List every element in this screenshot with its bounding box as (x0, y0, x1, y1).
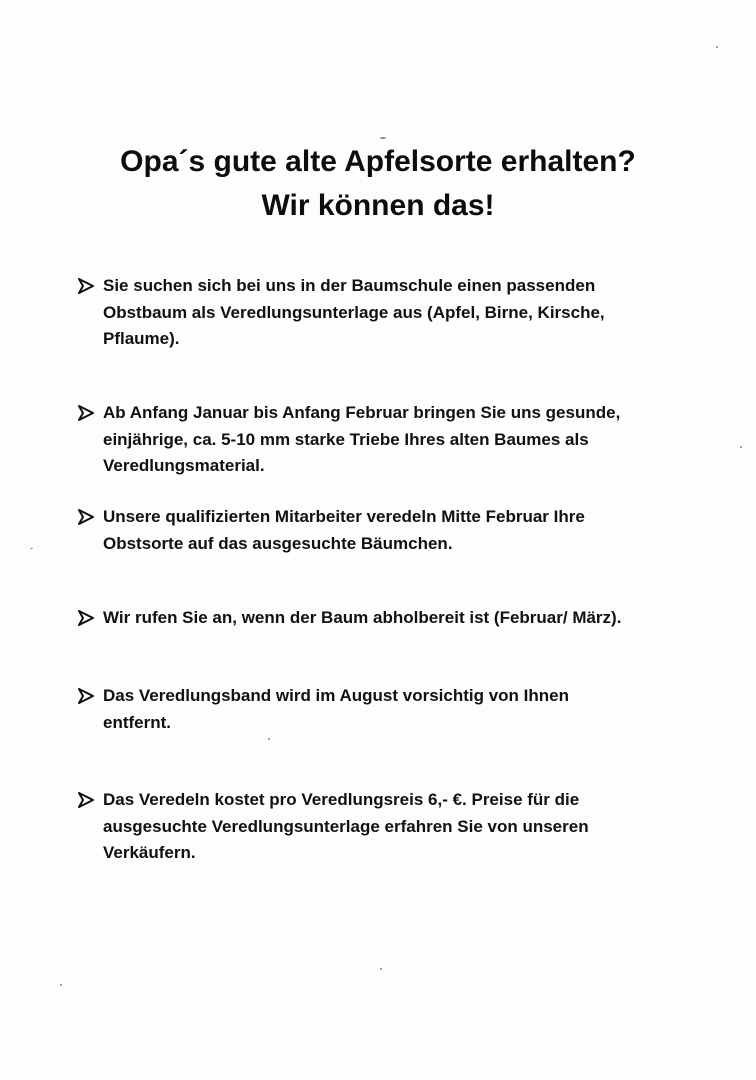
list-item (78, 504, 718, 557)
arrowhead-bullet-icon (78, 504, 103, 530)
title-line-2: Wir können das! (261, 189, 495, 222)
scan-speck (380, 968, 382, 970)
list-item (78, 273, 718, 353)
list-item-text: Ab Anfang Januar bis Anfang Februar bringen Sie uns gesunde, einjährige, ca. 5-10 mm starke Triebe Ihres alten Baumes als Veredlungsmaterial. (103, 403, 621, 475)
scan-speck (740, 446, 742, 448)
scan-speck (30, 548, 33, 549)
page-title (0, 140, 756, 228)
arrowhead-bullet-icon (78, 605, 103, 631)
arrowhead-bullet-icon (78, 683, 103, 709)
list-item-text: Das Veredeln kostet pro Veredlungsreis 6,- €. Preise für die ausgesuchte Veredlungsunterlage erfahren Sie von unseren Verkäufern. (103, 790, 589, 862)
scan-speck (60, 984, 62, 986)
list-item-text: Wir rufen Sie an, wenn der Baum abholbereit ist (Februar/ März). (103, 608, 622, 627)
list-item-text: Sie suchen sich bei uns in der Baumschule einen passenden Obstbaum als Veredlungsunterlage aus (Apfel, Birne, Kirsche, Pflaume). (103, 276, 605, 348)
arrowhead-bullet-icon (78, 400, 103, 426)
arrowhead-bullet-icon (78, 273, 103, 299)
list-item (78, 605, 718, 632)
title-line-1: Opa´s gute alte Apfelsorte erhalten? (120, 145, 636, 178)
list-item-text: Unsere qualifizierten Mitarbeiter veredeln Mitte Februar Ihre Obstsorte auf das ausgesuchte Bäumchen. (103, 507, 585, 553)
scan-speck (268, 738, 270, 740)
list-item (78, 787, 718, 867)
list-item (78, 400, 718, 480)
list-item (78, 683, 718, 736)
arrowhead-bullet-icon (78, 787, 103, 813)
scan-speck (716, 46, 718, 48)
scan-speck (380, 137, 386, 139)
list-item-text: Das Veredlungsband wird im August vorsichtig von Ihnen entfernt. (103, 686, 569, 732)
